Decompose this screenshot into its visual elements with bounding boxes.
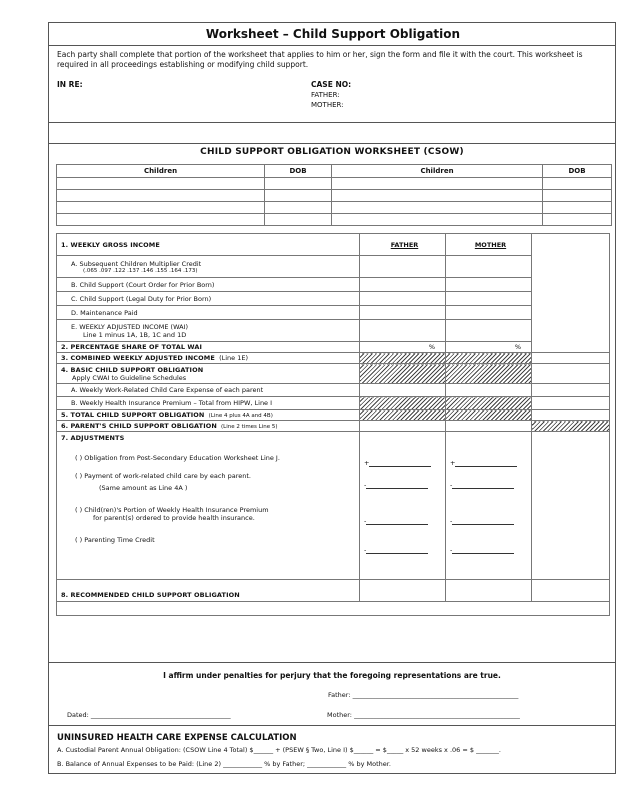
row-1e xyxy=(57,320,360,342)
row-7 xyxy=(57,432,360,580)
father-8[interactable] xyxy=(360,580,446,602)
row-3-note: (Line 1E) xyxy=(219,354,248,362)
row-6 xyxy=(57,421,360,432)
dob-header: DOB xyxy=(543,165,612,178)
father-1a[interactable] xyxy=(360,256,446,278)
divider xyxy=(49,45,615,46)
table-row xyxy=(57,602,610,616)
row-1b: B. Child Support (Court Order for Prior Born) xyxy=(57,278,360,292)
table-row xyxy=(57,364,610,384)
total-4[interactable] xyxy=(532,364,610,384)
row-3-label: 3. COMBINED WEEKLY ADJUSTED INCOME xyxy=(61,354,215,362)
blank-col xyxy=(532,432,610,580)
adjustment-child-care[interactable]: ( ) Payment of work-related child care by each parent. xyxy=(75,472,251,480)
worksheet-page xyxy=(48,22,616,774)
hatched-cell xyxy=(360,364,446,384)
mother-6[interactable] xyxy=(446,421,532,432)
father-adj-1[interactable] xyxy=(369,458,431,467)
child-dob-cell[interactable] xyxy=(265,178,332,190)
intro-text: Each party shall complete that portion of the worksheet that applies to him or her, sign the form and file it with the court. This worksheet is required in all proceedings establishing or modifying child support. xyxy=(57,50,583,69)
col-father: FATHER xyxy=(360,234,446,256)
mother-8[interactable] xyxy=(446,580,532,602)
mother-1e[interactable] xyxy=(446,320,532,342)
adjustment-child-care-note: (Same amount as Line 4A ) xyxy=(99,484,188,492)
row-6-note: (Line 2 times Line 5) xyxy=(221,424,278,430)
mother-adjustments xyxy=(446,432,532,580)
child-dob-cell[interactable] xyxy=(543,190,612,202)
mother-adj-2[interactable] xyxy=(452,480,514,489)
mother-4a[interactable] xyxy=(446,384,532,397)
row-4-label: 4. BASIC CHILD SUPPORT OBLIGATION xyxy=(61,365,204,374)
child-dob-cell[interactable] xyxy=(265,214,332,226)
child-dob-cell[interactable] xyxy=(265,190,332,202)
child-name-cell[interactable] xyxy=(332,190,543,202)
row-4 xyxy=(57,364,360,384)
minus-sign: - xyxy=(450,481,453,489)
dated-line[interactable]: Dated: ___________________________________________ xyxy=(67,711,231,719)
father-1b[interactable] xyxy=(360,278,446,292)
child-name-cell[interactable] xyxy=(332,178,543,190)
row-4a: A. Weekly Work-Related Child Care Expense of each parent xyxy=(57,384,360,397)
row-1a-label: A. Subsequent Children Multiplier Credit xyxy=(71,259,202,268)
row-4b: B. Weekly Health Insurance Premium – Total from HIPW, Line I xyxy=(57,397,360,410)
row-1a xyxy=(57,256,360,278)
uninsured-title: UNINSURED HEALTH CARE EXPENSE CALCULATION xyxy=(57,733,297,743)
hatched-cell xyxy=(446,410,532,421)
hatched-cell xyxy=(532,421,610,432)
plus-sign: + xyxy=(450,459,456,467)
row-6-label: 6. PARENT'S CHILD SUPPORT OBLIGATION xyxy=(61,422,217,430)
divider xyxy=(49,662,615,663)
mother-adj-4[interactable] xyxy=(452,545,514,554)
blank-col xyxy=(532,234,610,353)
children-table xyxy=(56,164,612,226)
minus-sign: - xyxy=(364,481,367,489)
minus-sign: - xyxy=(450,517,453,525)
hatched-cell xyxy=(446,364,532,384)
father-adj-2[interactable] xyxy=(366,480,428,489)
total-5[interactable] xyxy=(532,410,610,421)
row-5-label: 5. TOTAL CHILD SUPPORT OBLIGATION xyxy=(61,411,205,419)
hatched-cell xyxy=(360,397,446,410)
row-2: 2. PERCENTAGE SHARE OF TOTAL WAI xyxy=(57,342,360,353)
table-row xyxy=(57,306,610,320)
mother-1b[interactable] xyxy=(446,278,532,292)
row-1e-label: E. WEEKLY ADJUSTED INCOME (WAI) xyxy=(71,322,189,331)
hatched-cell xyxy=(446,397,532,410)
case-no-label: CASE NO: xyxy=(311,80,352,89)
row-8: 8. RECOMMENDED CHILD SUPPORT OBLIGATION xyxy=(57,580,360,602)
table-row xyxy=(57,234,610,256)
total-4b[interactable] xyxy=(532,397,610,410)
children-header: Children xyxy=(57,165,265,178)
mother-1d[interactable] xyxy=(446,306,532,320)
minus-sign: - xyxy=(364,517,367,525)
adjustment-health-insurance-note: for parent(s) ordered to provide health insurance. xyxy=(93,514,255,522)
row-weekly-gross-income: 1. WEEKLY GROSS INCOME xyxy=(57,234,360,256)
father-adjustments xyxy=(360,432,446,580)
child-name-cell[interactable] xyxy=(57,214,265,226)
uninsured-line-a[interactable]: A. Custodial Parent Annual Obligation: (CSOW Line 4 Total) $______ + (PSEW § Two, Line I) $______ = $_____ x 52 weeks x .06 = $ _______. xyxy=(57,746,501,754)
mother-label: MOTHER: xyxy=(311,101,344,109)
row-3 xyxy=(57,353,360,364)
dob-header: DOB xyxy=(265,165,332,178)
table-row xyxy=(57,320,610,342)
csow-table xyxy=(56,233,610,616)
row-1c: C. Child Support (Legal Duty for Prior Born) xyxy=(57,292,360,306)
child-dob-cell[interactable] xyxy=(543,202,612,214)
father-label: FATHER: xyxy=(311,91,340,99)
total-3[interactable] xyxy=(532,353,610,364)
minus-sign: - xyxy=(450,546,453,554)
adjustment-post-secondary[interactable]: ( ) Obligation from Post-Secondary Education Worksheet Line J. xyxy=(75,454,280,462)
row-1d: D. Maintenance Paid xyxy=(57,306,360,320)
row-7-label: 7. ADJUSTMENTS xyxy=(61,434,125,442)
table-row xyxy=(57,278,610,292)
divider xyxy=(49,122,615,123)
mother-1a[interactable] xyxy=(446,256,532,278)
table-row xyxy=(57,410,610,421)
col-mother: MOTHER xyxy=(446,234,532,256)
page-title: Worksheet – Child Support Obligation xyxy=(205,27,461,41)
row-5 xyxy=(57,410,360,421)
row-4-note: Apply CWAI to Guideline Schedules xyxy=(72,373,187,382)
mother-adj-1[interactable] xyxy=(455,458,517,467)
mother-adj-3[interactable] xyxy=(452,516,514,525)
father-6[interactable] xyxy=(360,421,446,432)
child-name-cell[interactable] xyxy=(57,190,265,202)
table-row xyxy=(57,432,610,580)
table-row xyxy=(57,292,610,306)
hatched-cell xyxy=(360,353,446,364)
mother-pct[interactable]: % xyxy=(446,342,532,353)
child-name-cell[interactable] xyxy=(332,214,543,226)
child-dob-cell[interactable] xyxy=(543,178,612,190)
child-dob-cell[interactable] xyxy=(543,214,612,226)
mother-signature-line[interactable]: Mother: ___________________________________________________ xyxy=(327,711,520,719)
adjustment-parenting-time[interactable]: ( ) Parenting Time Credit xyxy=(75,536,155,544)
father-adj-4[interactable] xyxy=(366,545,428,554)
father-adj-3[interactable] xyxy=(366,516,428,525)
table-row xyxy=(57,580,610,602)
father-1d[interactable] xyxy=(360,306,446,320)
father-4a[interactable] xyxy=(360,384,446,397)
table-row xyxy=(57,342,610,353)
divider xyxy=(49,725,615,726)
father-pct[interactable]: % xyxy=(360,342,446,353)
row-1a-multipliers: (.065 .097 .122 .137 .146 .155 .164 .173) xyxy=(83,267,198,274)
table-row xyxy=(57,353,610,364)
mother-1c[interactable] xyxy=(446,292,532,306)
father-1e[interactable] xyxy=(360,320,446,342)
uninsured-line-b[interactable]: B. Balance of Annual Expenses to be Paid: (Line 2) ____________ % by Father; ____________ % by Mother. xyxy=(57,760,391,768)
children-header: Children xyxy=(332,165,543,178)
table-row xyxy=(57,190,612,202)
blank-col xyxy=(532,580,610,602)
child-name-cell[interactable] xyxy=(332,202,543,214)
table-row xyxy=(57,384,610,397)
adjustment-health-insurance[interactable]: ( ) Child(ren)'s Portion of Weekly Health Insurance Premium xyxy=(75,506,269,514)
table-row xyxy=(57,202,612,214)
table-row xyxy=(57,178,612,190)
table-row xyxy=(57,397,610,410)
table-row xyxy=(57,421,610,432)
father-signature-line[interactable]: Father: ___________________________________________________ xyxy=(328,691,519,699)
minus-sign: - xyxy=(364,546,367,554)
table-row xyxy=(57,256,610,278)
csow-title: CHILD SUPPORT OBLIGATION WORKSHEET (CSOW) xyxy=(200,147,464,157)
divider xyxy=(49,143,615,144)
table-row xyxy=(57,214,612,226)
row-1e-note: Line 1 minus 1A, 1B, 1C and 1D xyxy=(83,330,187,339)
total-4a[interactable] xyxy=(532,384,610,397)
plus-sign: + xyxy=(364,459,370,467)
in-re-label: IN RE: xyxy=(57,80,83,89)
hatched-cell xyxy=(360,410,446,421)
child-name-cell[interactable] xyxy=(57,178,265,190)
row-5-note: (Line 4 plus 4A and 4B) xyxy=(208,413,273,419)
hatched-cell xyxy=(446,353,532,364)
child-dob-cell[interactable] xyxy=(265,202,332,214)
affirmation-text: I affirm under penalties for perjury that the foregoing representations are true. xyxy=(163,671,501,680)
child-name-cell[interactable] xyxy=(57,202,265,214)
blank-row xyxy=(57,602,610,616)
father-1c[interactable] xyxy=(360,292,446,306)
